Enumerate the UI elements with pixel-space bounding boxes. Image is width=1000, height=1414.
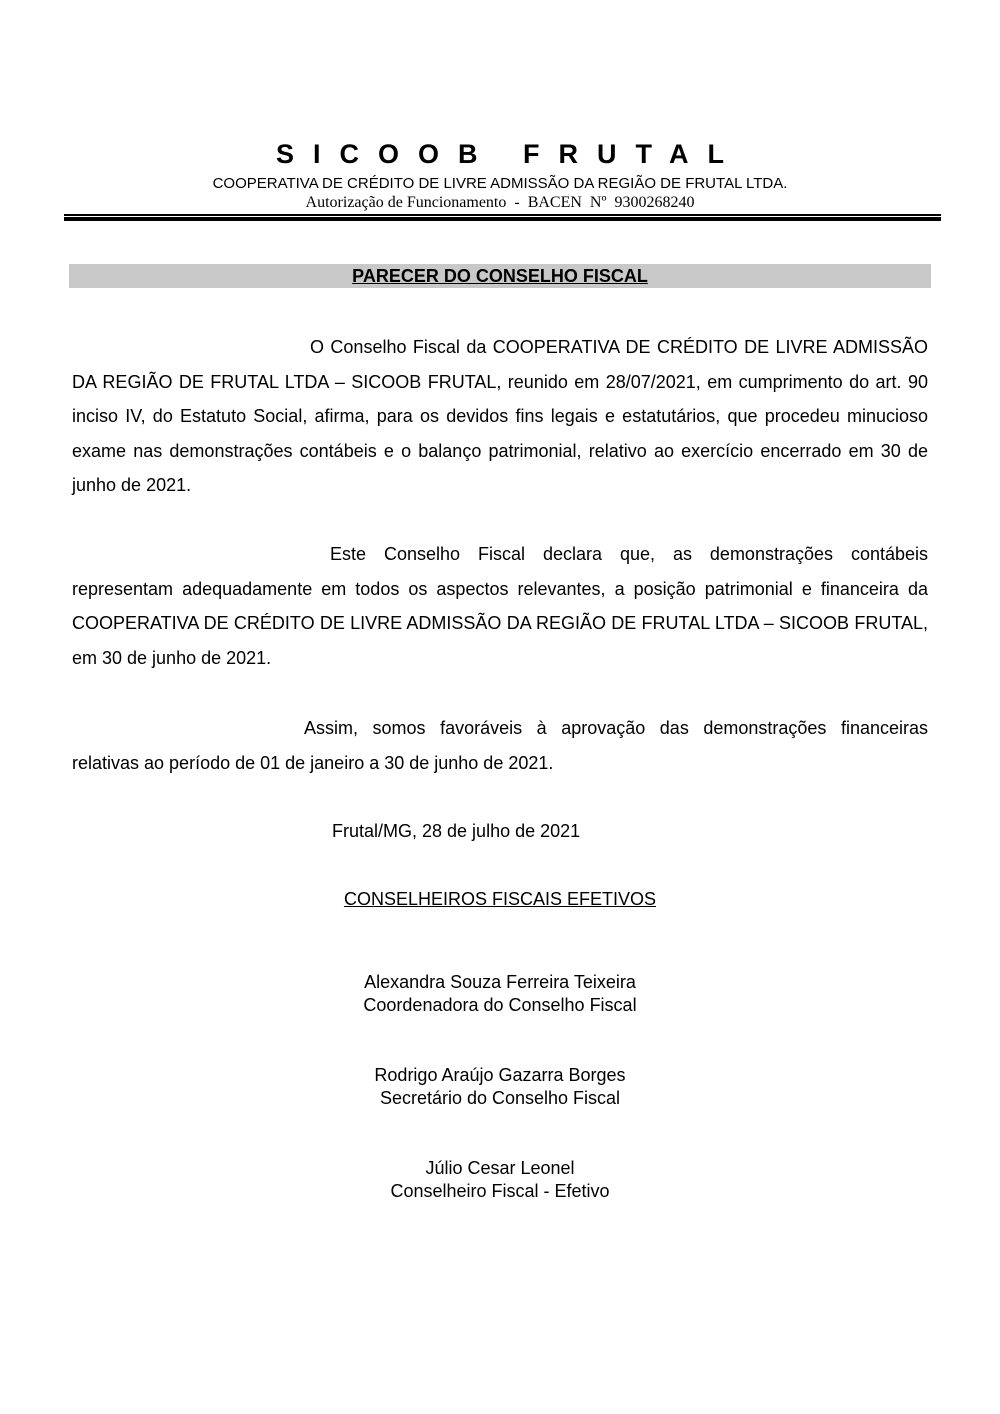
signer-name: Júlio Cesar Leonel <box>425 1158 575 1178</box>
header-divider-thin <box>64 214 941 216</box>
signer-name: Alexandra Souza Ferreira Teixeira <box>364 972 636 992</box>
signer-role: Coordenadora do Conselho Fiscal <box>363 995 637 1015</box>
organization-title: SICOOB FRUTAL <box>276 139 743 169</box>
section-title: PARECER DO CONSELHO FISCAL <box>352 266 648 286</box>
paragraph-approval: Assim, somos favoráveis à aprovação das demonstrações financeiras relativas ao período de 01 de janeiro a 30 de junho de 2021. <box>72 718 928 773</box>
organization-full-name: COOPERATIVA DE CRÉDITO DE LIVRE ADMISSÃO DA REGIÃO DE FRUTAL LTDA. <box>212 175 788 192</box>
signer-role: Secretário do Conselho Fiscal <box>379 1088 621 1108</box>
header-divider-thick <box>64 217 941 221</box>
signer-role: Conselheiro Fiscal - Efetivo <box>390 1181 610 1201</box>
place-and-date: Frutal/MG, 28 de julho de 2021 <box>332 821 581 841</box>
signer-block <box>0 1157 1000 1203</box>
operating-authorization: Autorização de Funcionamento - BACEN Nº 9300268240 <box>305 194 695 211</box>
paragraph-examination: O Conselho Fiscal da COOPERATIVA DE CRÉDITO DE LIVRE ADMISSÃO DA REGIÃO DE FRUTAL LTDA – SICOOB FRUTAL, reunido em 28/07/2021, em cumprimento do art. 90 inciso IV, do Estatuto Social, afirma, para os devidos fins legais e estatutários, que procedeu minucioso exame nas demonstrações contábeis e o balanço patrimonial, relativo ao exercício encerrado em 30 de junho de 2021. <box>72 337 928 495</box>
paragraph-declaration: Este Conselho Fiscal declara que, as demonstrações contábeis representam adequadamente em todos os aspectos relevantes, a posição patrimonial e financeira da COOPERATIVA DE CRÉDITO DE LIVRE ADMISSÃO DA REGIÃO DE FRUTAL LTDA – SICOOB FRUTAL, em 30 de junho de 2021. <box>72 544 928 668</box>
signer-name: Rodrigo Araújo Gazarra Borges <box>374 1065 626 1085</box>
signers-heading: CONSELHEIROS FISCAIS EFETIVOS <box>343 889 657 909</box>
signer-block <box>0 1064 1000 1110</box>
signer-block <box>0 971 1000 1017</box>
